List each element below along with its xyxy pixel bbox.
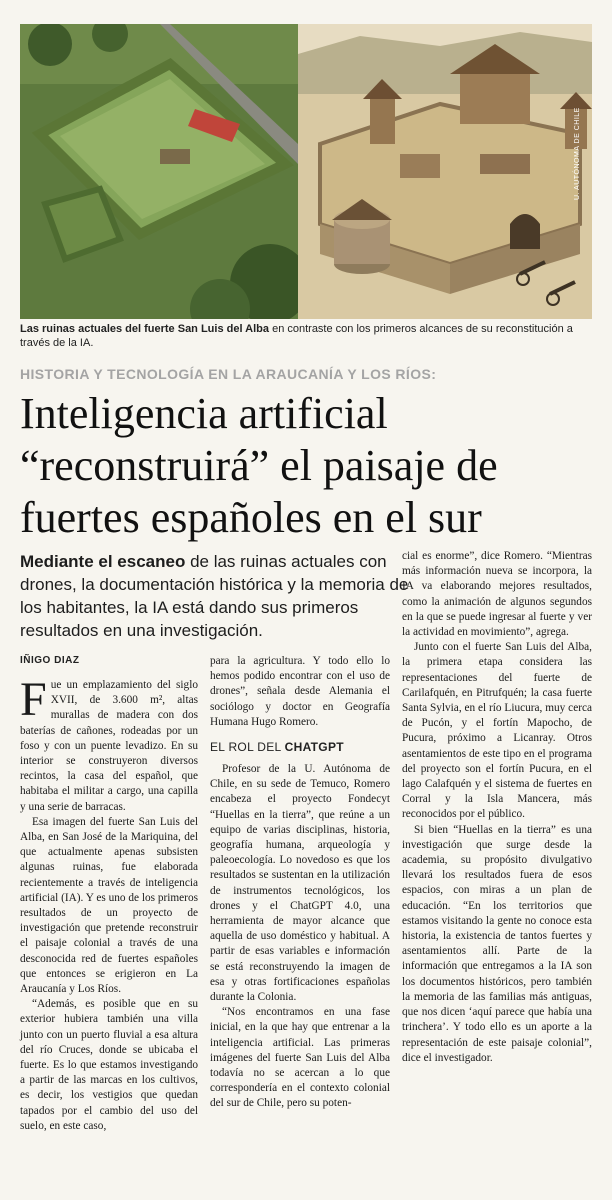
photo-credit: U. AUTÓNOMA DE CHILE [574, 107, 581, 200]
headline: Inteligencia artificial “reconstruirá” el paisaje de fuertes españoles en el sur [20, 389, 498, 542]
paragraph-text: ue un emplazamiento del siglo XVII, de 3.600 m², altas murallas de madera con dos baterías de cañones, rodeadas por un foso y con un puente levadizo. En su interior se construyeron diversos recintos, la casa del español, que habitaba el militar a cargo, una capilla y una serie de barracas. [20, 679, 198, 813]
photo-caption [20, 322, 592, 350]
paragraph: Si bien “Huellas en la tierra” es una investigación que surge desde la academia, su propósito divulgativo llevará los resultados fuera de esos espacios, con miras a un plan de educación. “En los territorios que estamos visitando la gente no conoce esta historia, la existencia de tantos fuertes y asentamientos allí. Parte de la información que entregamos a la IA son los documentos históricos, pero también la memoria de las familias más antiguas, que nos dicen ‘aquí parece que había una trinchera’. Y todo ello es un aporte a la representación de este paisaje colonial”, dice el investigador. [402, 823, 592, 1064]
caption-text: en contraste con los primeros alcances de su reconstitución a través de la IA. [20, 323, 573, 349]
deck-text: de las ruinas actuales con drones, la documentación histórica y la memoria de los habitantes, la IA está dando sus primeros resultados en una investigación. [20, 552, 409, 640]
fort-reconstruction-illustration [298, 24, 592, 319]
paragraph [20, 673, 198, 815]
aerial-ruins-photo [20, 24, 310, 319]
subhead-text: EL ROL DEL [210, 740, 285, 755]
paragraph: cial es enorme”, dice Romero. “Mientras más información nueva se incorpora, la IA va elaborando mejores resultados, como la animación de algunos segundos en la que se puede ingresar al fuerte y ver la actividad en movimiento”, agrega. [402, 550, 592, 639]
paragraph: “Nos encontramos en una fase inicial, en la que hay que entrenar a la inteligencia artificial. Las primeras imágenes del fuerte San Luis del Alba todavía no se acercan a lo que correspondería en el contexto colonial del sur de Chile, pero su poten- [210, 1006, 390, 1110]
byline: IÑIGO DIAZ [20, 655, 80, 666]
paragraph: Profesor de la U. Autónoma de Chile, en su sede de Temuco, Romero encabeza el proyecto Fondecyt “Huellas en la tierra”, que reúne a un equipo de varias disciplinas, historia, geografía humana, arqueología y paleoecología. Lo novedoso es que los resultados se sustentan en la utilización de instrumentos tecnológicos, los drones y el ChatGPT 4.0, una herramienta de mayor alcance que aquella de uso doméstico y habitual. A partir de esas variables e información se está reconstruyendo la imagen de esa y otras fortificaciones españolas durante la Colonia. [210, 763, 390, 1004]
column-3 [402, 549, 592, 1066]
deck-bold: Mediante el escaneo [20, 552, 186, 571]
column-2 [210, 654, 390, 1112]
column-1 [20, 673, 198, 1134]
section-subhead [210, 740, 390, 754]
paragraph: “Además, es posible que en su exterior hubiera también una villa junto con un puerto fluvial a esa altura del río Cruces, donde se ubicaba el fuerte. Es lo que estamos investigando a partir de las marcas en los cultivos, es decir, los vestigios que quedan tapados por el cambio del uso del suelo, en este caso, [20, 998, 198, 1132]
paragraph: Junto con el fuerte San Luis del Alba, la primera etapa considera las representaciones del fuerte de Carilafquén, en Pitrufquén; la casa fuerte Santa Sylvia, en el río Liucura, muy cerca de Pucón, y el fortín Mapocho, de Pucura, próximo a Licanray. Otros asentamientos de este tipo en el programa del proyecto son el fortín Pucura, en el lago Calafquén y el sistema de fuertes en Corral y la Isla Mancera, más reconocidos por el público. [402, 641, 592, 821]
paragraph: para la agricultura. Y todo ello lo hemos podido encontrar con el uso de drones”, señala desde Alemania el sociólogo y doctor en Geografía Humana Hugo Romero. [210, 655, 390, 728]
photo-composite [20, 24, 592, 319]
drop-cap: F [20, 673, 47, 726]
deck [20, 550, 410, 642]
kicker: HISTORIA Y TECNOLOGÍA EN LA ARAUCANÍA Y LOS RÍOS: [20, 366, 437, 382]
subhead-bold: CHATGPT [284, 740, 344, 755]
caption-bold: Las ruinas actuales del fuerte San Luis del Alba [20, 323, 270, 335]
paragraph: Esa imagen del fuerte San Luis del Alba, en San José de la Mariquina, del que actualmente apenas subsisten algunas ruinas, fue elaborada recientemente a través de inteligencia artificial (IA). Y es uno de los primeros resultados de un proyecto de investigación que pretende reconstruir el paisaje colonial a través de una desconocida red de fuertes españoles que entonces se erigieron en La Araucanía y Los Ríos. [20, 815, 198, 996]
